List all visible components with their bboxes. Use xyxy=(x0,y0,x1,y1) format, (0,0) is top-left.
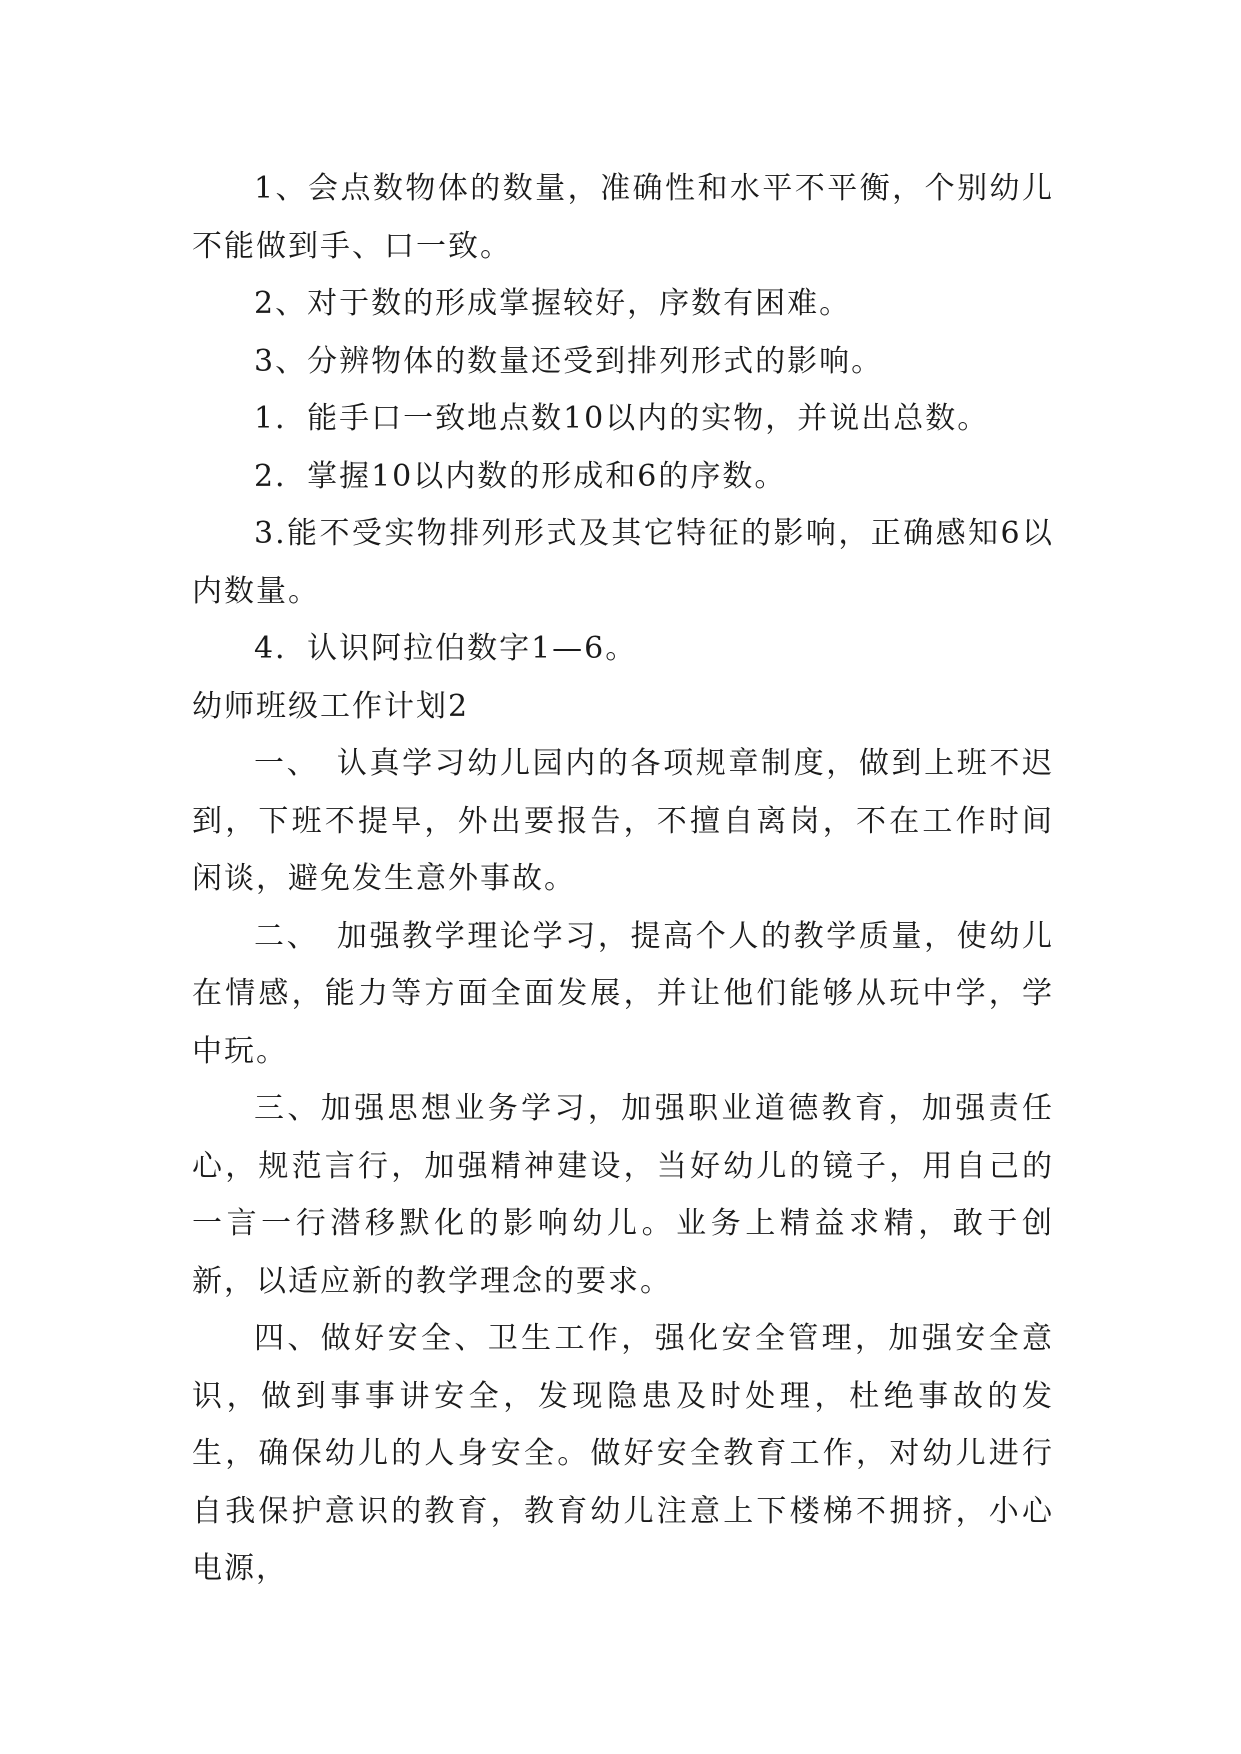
paragraph-1: 1、会点数物体的数量，准确性和水平不平衡，个别幼儿不能做到手、口一致。 xyxy=(192,171,1054,264)
paragraph-9: 二、 加强教学理论学习，提高个人的教学质量，使幼儿在情感，能力等方面全面发展，并让他们能够从玩中学，学中玩。 xyxy=(192,918,1054,1069)
paragraph-3: 3、分辨物体的数量还受到排列形式的影响。 xyxy=(254,343,884,379)
paragraph-4: 1．能手口一致地点数10以内的实物，并说出总数。 xyxy=(254,401,990,436)
paragraph-11: 四、做好安全、卫生工作，强化安全管理，加强安全意识，做到事事讲安全，发现隐患及时处理，杜绝事故的发生，确保幼儿的人身安全。做好安全教育工作，对幼儿进行自我保护意识的教育，教育幼儿注意上下楼梯不拥挤，小心电源， xyxy=(192,1321,1054,1586)
paragraph-8: 一、 认真学习幼儿园内的各项规章制度，做到上班不迟到，下班不提早，外出要报告，不擅自离岗，不在工作时间闲谈，避免发生意外事故。 xyxy=(192,746,1054,896)
paragraph-6: 3.能不受实物排列形式及其它特征的影响，正确感知6以内数量。 xyxy=(192,516,1054,609)
paragraph-7: 4．认识阿拉伯数字1—6。 xyxy=(254,631,638,666)
section-heading: 幼师班级工作计划2 xyxy=(192,688,470,724)
paragraph-2: 2、对于数的形成掌握较好，序数有困难。 xyxy=(254,286,852,321)
paragraph-10: 三、加强思想业务学习，加强职业道德教育，加强责任心，规范言行，加强精神建设，当好幼儿的镜子，用自己的一言一行潜移默化的影响幼儿。业务上精益求精，敢于创新，以适应新的教学理念的要求。 xyxy=(192,1091,1054,1299)
document-body xyxy=(192,160,1054,1598)
paragraph-5: 2．掌握10以内数的形成和6的序数。 xyxy=(254,458,787,494)
